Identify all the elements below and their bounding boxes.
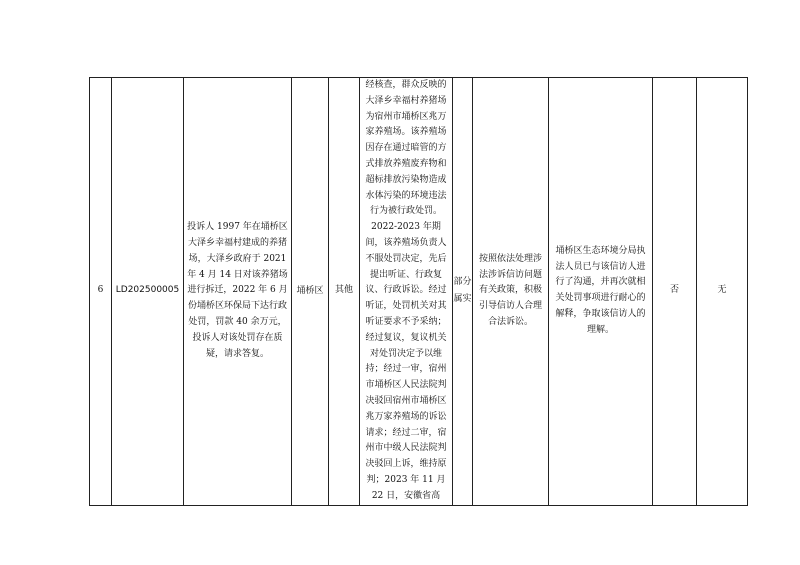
verdict: 部分属实 — [453, 78, 473, 506]
complaint-table — [89, 77, 748, 506]
findings-paragraph-1: 经核查，群众反映的大泽乡幸福村养猪场为宿州市埇桥区兆万家养殖场。该养殖场因存在通过暗管的方式排放养殖废弃物和超标排放污染物造成水体污染的环境违法行为被行政处罚。 — [365, 80, 447, 217]
handling-measures: 按照依法处理涉法涉诉信访问题有关政策，积极引导信访人合理合法诉讼。 — [473, 78, 549, 506]
pollution-category: 其他 — [329, 78, 360, 506]
case-code: LD202500005 — [112, 78, 184, 506]
administrative-area: 埇桥区 — [292, 78, 329, 506]
findings-paragraph-2: 2022-2023 年期间，该养殖场负责人不服处罚决定，先后提出听证、行政复议、行政诉讼。经过听证，处罚机关对其听证要求不予采纳；经过复议，复议机关对处罚决定予以维持；经过一审，宿州市埇桥区人民法院判决驳回宿州市埇桥区兆万家养殖场的诉讼请求；经过二审，宿州市中级人民法院判决驳回上诉，维持原判；2023 年 11 月 22 日，安徽省高 — [365, 222, 449, 501]
handling-result: 埇桥区生态环境分局执法人员已与该信访人进行了沟通，并再次就相关处罚事项进行耐心的解释，争取该信访人的理解。 — [549, 78, 653, 506]
row-index: 6 — [90, 78, 112, 506]
investigation-findings — [360, 78, 453, 506]
complaint-content: 投诉人 1997 年在埇桥区大泽乡幸福村建成的养猪场，大泽乡政府于 2021 年 4 月 14 日对该养猪场进行拆迁，2022 年 6 月份埇桥区环保局下达行政处罚，罚款 40 余万元，投诉人对该处罚存在质疑，请求答复。 — [184, 78, 292, 506]
accountability: 否 — [653, 78, 697, 506]
remark: 无 — [697, 78, 748, 506]
table-row — [90, 78, 748, 506]
